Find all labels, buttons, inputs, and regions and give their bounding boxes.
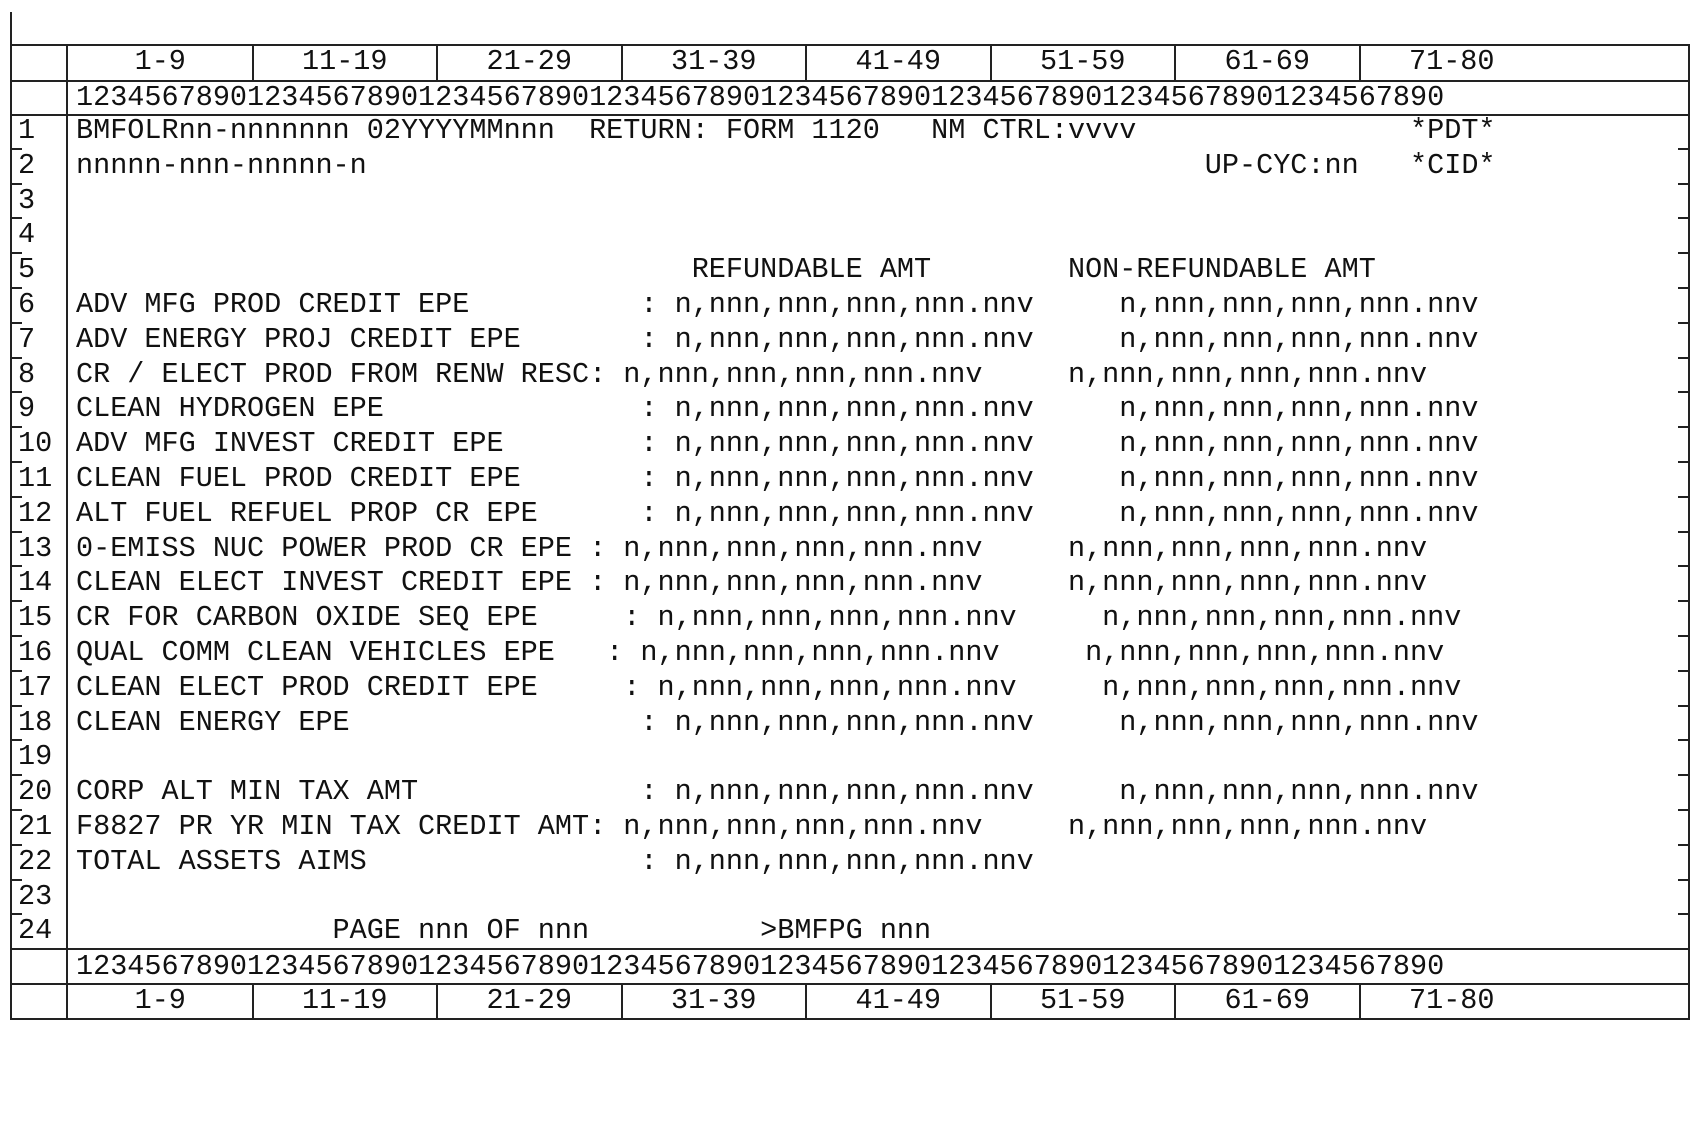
bottom-range-4: 31-39: [670, 984, 757, 1017]
top-range-divider: [990, 46, 992, 80]
row-number: 10: [18, 427, 53, 461]
bottom-range-divider: [1174, 985, 1176, 1019]
row-tick-right: [1678, 148, 1690, 150]
row-tick-right: [1678, 531, 1690, 533]
top-range-7: 61-69: [1224, 45, 1310, 78]
top-range-divider: [805, 46, 807, 80]
top-range-1: 1-9: [134, 45, 186, 78]
row-number: 13: [18, 531, 53, 565]
bottom-range-6: 51-59: [1039, 984, 1126, 1017]
row-tick-left: [10, 948, 22, 950]
row-content: ADV MFG PROD CREDIT EPE : n,nnn,nnn,nnn,nnn.nnv n,nnn,nnn,nnn,nnn.nnv: [76, 288, 1479, 321]
row-number: 19: [18, 740, 53, 774]
top-range-8: 71-80: [1408, 45, 1495, 78]
row-content: CLEAN ELECT PROD CREDIT EPE : n,nnn,nnn,nnn,nnn.nnv n,nnn,nnn,nnn,nnn.nnv: [76, 670, 1462, 704]
row-content: PAGE nnn OF nnn >BMFPG nnn: [76, 914, 932, 948]
row-tick-right: [1678, 322, 1690, 324]
row-content: CR / ELECT PROD FROM RENW RESC: n,nnn,nnn,nnn,nnn.nnv n,nnn,nnn,nnn,nnn.nnv: [76, 357, 1428, 391]
row-number: 21: [18, 810, 53, 843]
row-tick-right: [1678, 600, 1690, 602]
bottom-range-7: 61-69: [1224, 984, 1310, 1017]
row-number: 24: [18, 914, 53, 948]
row-number: 22: [18, 844, 53, 878]
row-tick-right: [1678, 705, 1690, 707]
row-content: CORP ALT MIN TAX AMT : n,nnn,nnn,nnn,nnn.nnv n,nnn,nnn,nnn,nnn.nnv: [76, 775, 1479, 809]
top-range-divider: [436, 46, 438, 80]
row-content: CLEAN ENERGY EPE : n,nnn,nnn,nnn,nnn.nnv n,nnn,nnn,nnn,nnn.nnv: [76, 705, 1479, 739]
row-number: 15: [18, 601, 53, 635]
bottom-range-1: 1-9: [134, 984, 186, 1017]
column-ruler-top: 12345678901234567890123456789012345678901234567890123456789012345678901234567890: [76, 81, 1445, 114]
row-content: ADV MFG INVEST CREDIT EPE : n,nnn,nnn,nnn,nnn.nnv n,nnn,nnn,nnn,nnn.nnv: [76, 427, 1479, 461]
row-number: 1: [18, 114, 36, 147]
row-tick-right: [1678, 461, 1690, 463]
row-number: 9: [18, 392, 36, 426]
row-tick-right: [1678, 252, 1690, 254]
top-range-divider: [1174, 46, 1176, 80]
row-number: 4: [18, 218, 36, 252]
row-number: 2: [18, 148, 36, 182]
row-tick-right: [1678, 913, 1690, 915]
row-tick-right: [1678, 948, 1690, 950]
top-range-divider: [252, 46, 254, 80]
row-content: BMFOLRnn-nnnnnnn 02YYYYMMnnn RETURN: FORM 1120 NM CTRL:vvvv *PDT*: [76, 114, 1496, 147]
row-number: 17: [18, 670, 53, 704]
rownum-divider: [66, 44, 68, 1018]
top-range-5: 41-49: [855, 45, 941, 78]
row-number: 6: [18, 288, 36, 321]
bottom-range-divider: [805, 985, 807, 1019]
row-content: ALT FUEL REFUEL PROP CR EPE : n,nnn,nnn,nnn,nnn.nnv n,nnn,nnn,nnn,nnn.nnv: [76, 496, 1479, 530]
bottom-range-5: 41-49: [855, 984, 941, 1017]
row-tick-right: [1678, 357, 1690, 359]
row-tick-right: [1678, 879, 1690, 881]
row-tick-right: [1678, 217, 1690, 219]
bottom-border: [10, 1018, 1690, 1020]
row-tick-right: [1678, 844, 1690, 846]
row-content: CLEAN ELECT INVEST CREDIT EPE : n,nnn,nnn,nnn,nnn.nnv n,nnn,nnn,nnn,nnn.nnv: [76, 566, 1428, 600]
bottom-range-divider: [990, 985, 992, 1019]
row-number: 8: [18, 357, 36, 391]
row-number: 20: [18, 775, 53, 809]
top-range-2: 11-19: [301, 45, 388, 78]
row-content: F8827 PR YR MIN TAX CREDIT AMT: n,nnn,nnn,nnn,nnn.nnv n,nnn,nnn,nnn,nnn.nnv: [76, 810, 1428, 843]
top-range-6: 51-59: [1039, 45, 1126, 78]
bottom-range-3: 21-29: [486, 984, 572, 1017]
row-tick-right: [1678, 426, 1690, 428]
column-ruler-bottom: 12345678901234567890123456789012345678901234567890123456789012345678901234567890: [76, 950, 1445, 983]
row-content: TOTAL ASSETS AIMS : n,nnn,nnn,nnn,nnn.nnv: [76, 844, 1034, 878]
top-range-3: 21-29: [486, 45, 572, 78]
bottom-range-divider: [1359, 985, 1361, 1019]
row-number: 18: [18, 705, 53, 739]
row-tick-right: [1678, 183, 1690, 185]
row-content: REFUNDABLE AMT NON-REFUNDABLE AMT: [76, 253, 1376, 287]
bottom-range-2: 11-19: [301, 984, 388, 1017]
row-tick-right: [1678, 774, 1690, 776]
row-tick-right: [1678, 496, 1690, 498]
bottom-range-divider: [621, 985, 623, 1019]
row-tick-right: [1678, 287, 1690, 289]
row-tick-right: [1678, 391, 1690, 393]
bottom-range-divider: [252, 985, 254, 1019]
row-number: 5: [18, 253, 36, 287]
row-number: 14: [18, 566, 53, 600]
row-tick-right: [1678, 565, 1690, 567]
bottom-range-divider: [436, 985, 438, 1019]
top-range-4: 31-39: [670, 45, 757, 78]
row-content: CLEAN HYDROGEN EPE : n,nnn,nnn,nnn,nnn.nnv n,nnn,nnn,nnn,nnn.nnv: [76, 392, 1479, 426]
row-content: nnnnn-nnn-nnnnn-n UP-CYC:nn *CID*: [76, 148, 1496, 182]
row-content: QUAL COMM CLEAN VEHICLES EPE : n,nnn,nnn,nnn,nnn.nnv n,nnn,nnn,nnn,nnn.nnv: [76, 636, 1445, 669]
top-range-divider: [1359, 46, 1361, 80]
row-content: CLEAN FUEL PROD CREDIT EPE : n,nnn,nnn,nnn,nnn.nnv n,nnn,nnn,nnn,nnn.nnv: [76, 462, 1479, 495]
row-number: 16: [18, 636, 53, 669]
row-tick-right: [1678, 739, 1690, 741]
top-range-divider: [621, 46, 623, 80]
row-tick-right: [1678, 809, 1690, 811]
row-number: 11: [18, 462, 53, 495]
row-content: ADV ENERGY PROJ CREDIT EPE : n,nnn,nnn,nnn,nnn.nnv n,nnn,nnn,nnn,nnn.nnv: [76, 322, 1479, 356]
row-content: CR FOR CARBON OXIDE SEQ EPE : n,nnn,nnn,nnn,nnn.nnv n,nnn,nnn,nnn,nnn.nnv: [76, 601, 1462, 635]
row-tick-right: [1678, 635, 1690, 637]
row-content: 0-EMISS NUC POWER PROD CR EPE : n,nnn,nnn,nnn,nnn.nnv n,nnn,nnn,nnn,nnn.nnv: [76, 531, 1428, 565]
left-border: [10, 12, 12, 1020]
row-number: 23: [18, 879, 53, 913]
row-tick-right: [1678, 670, 1690, 672]
bottom-range-8: 71-80: [1408, 984, 1495, 1017]
row-number: 7: [18, 322, 36, 356]
row-number: 12: [18, 496, 53, 530]
row-number: 3: [18, 183, 36, 217]
